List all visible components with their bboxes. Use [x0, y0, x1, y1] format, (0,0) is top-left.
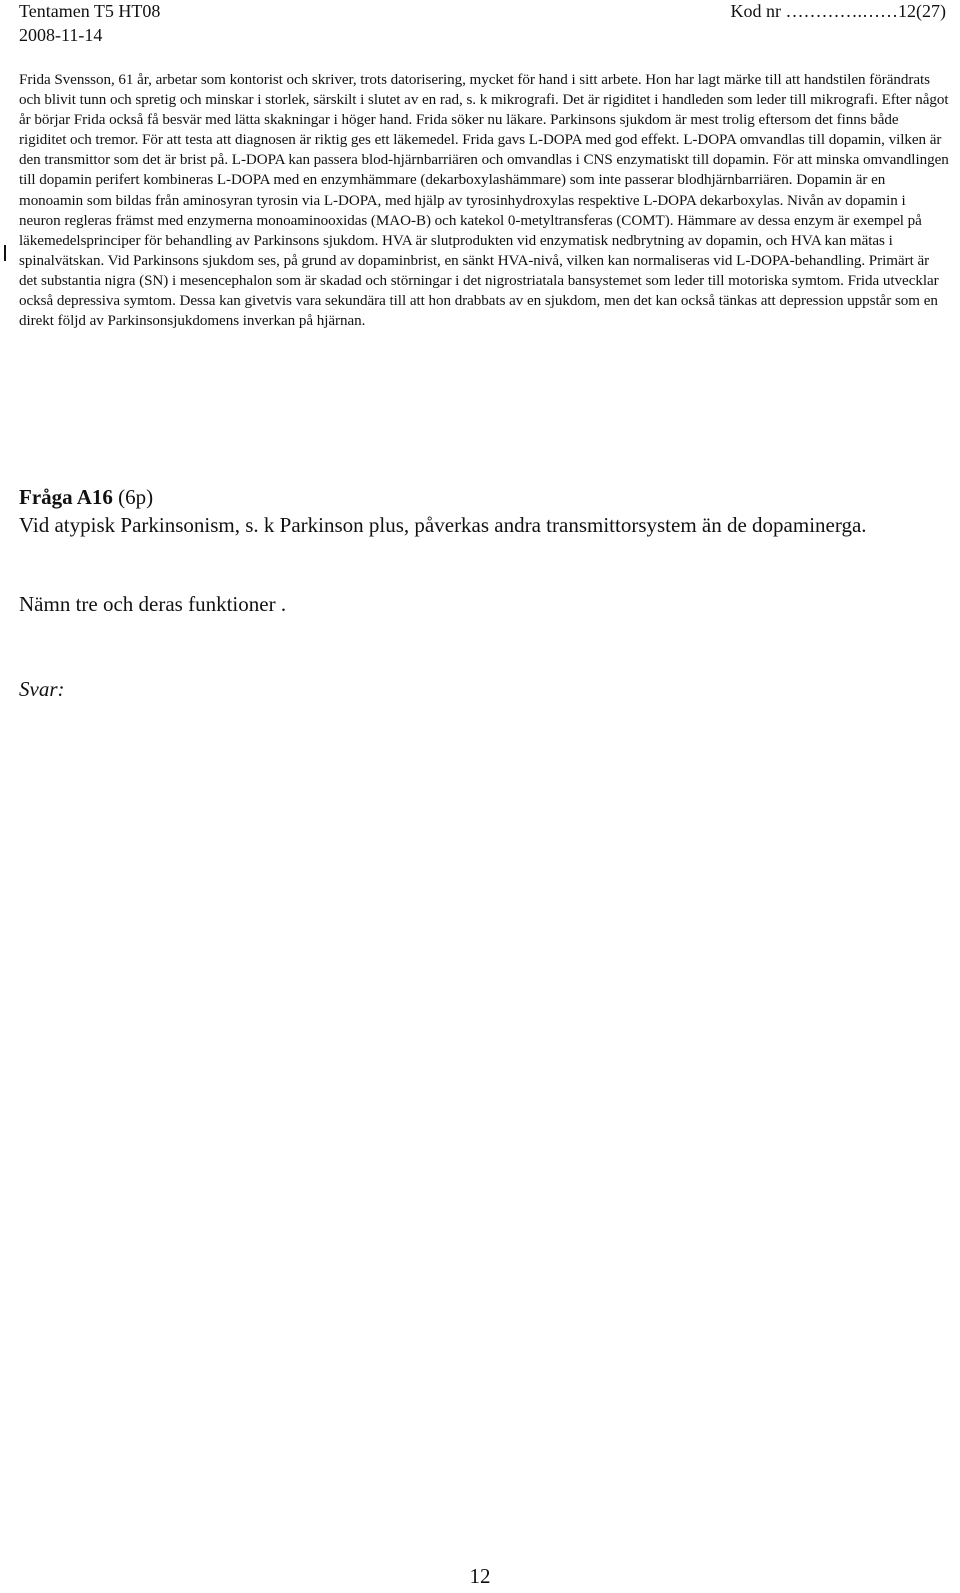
question-block	[19, 483, 949, 539]
question-heading	[19, 483, 949, 511]
question-text: Vid atypisk Parkinsonism, s. k Parkinson plus, påverkas andra transmittorsystem än de dopaminerga.	[19, 513, 867, 537]
case-description: Frida Svensson, 61 år, arbetar som kontorist och skriver, trots datorisering, mycket för hand i sitt arbete. Hon har lagt märke till att handstilen förändrats och blivit tunn och spretig och minskar i storlek, särskilt i slutet av en rad, s. k mikrografi. Det är rigiditet i handleden som leder till mikrografi. Efter något år börjar Frida också få besvär med lätta skakningar i höger hand. Frida söker nu läkare. Parkinsons sjukdom är mest trolig eftersom det finns både rigiditet och tremor. För att testa att diagnosen är riktig ges ett läkemedel. Frida gavs L-DOPA med god effekt. L-DOPA omvandlas till dopamin, vilken är den transmittor som det är brist på. L-DOPA kan passera blod-hjärnbarriären och omvandlas i CNS enzymatiskt till dopamin. För att minska omvandlingen till dopamin perifert kombineras L-DOPA med en enzymhämmare (dekarboxylashämmare) som inte passerar blodhjärnbarriären. Dopamin är en monoamin som bildas från aminosyran tyrosin via L-DOPA, med hjälp av tyrosinhydroxylas respektive L-DOPA dekarboxylas. Nivån av dopamin i neuron regleras främst med enzymerna monoaminooxidas (MAO-B) och katekol 0-metyltransferas (COMT). Hämmare av dessa enzym är exempel på läkemedelsprinciper för behandling av Parkinsons sjukdom. HVA är slutprodukten vid enzymatisk nedbrytning av dopamin, och HVA kan mätas i spinalvätskan. Vid Parkinsons sjukdom ses, på grund av dopaminbrist, en sänkt HVA-nivå, vilken kan normaliseras vid L-DOPA-behandling. Primärt är det substantia nigra (SN) i mesencephalon som är skadad och störningar i det nigrostriatala bansystemet som leder till motoriska symtom. Frida utvecklar också depressiva symtom. Dessa kan givetvis vara sekundära till att hon drabbats av en sjukdom, men det kan också tänkas att depression uppstår som en direkt följd av Parkinsonsjukdomens inverkan på hjärnan.	[19, 72, 949, 330]
question-label: Fråga A16	[19, 485, 113, 509]
answer-label: Svar:	[19, 677, 65, 701]
question-points: (6p)	[118, 485, 154, 509]
exam-date: 2008-11-14	[19, 25, 103, 45]
revision-change-bar	[4, 245, 6, 261]
page-number: 12	[469, 1564, 491, 1588]
exam-title: Tentamen T5 HT08	[19, 1, 161, 21]
question-instruction: Nämn tre och deras funktioner .	[19, 592, 287, 616]
exam-code-field: Kod nr ………….……12(27)	[730, 1, 946, 21]
